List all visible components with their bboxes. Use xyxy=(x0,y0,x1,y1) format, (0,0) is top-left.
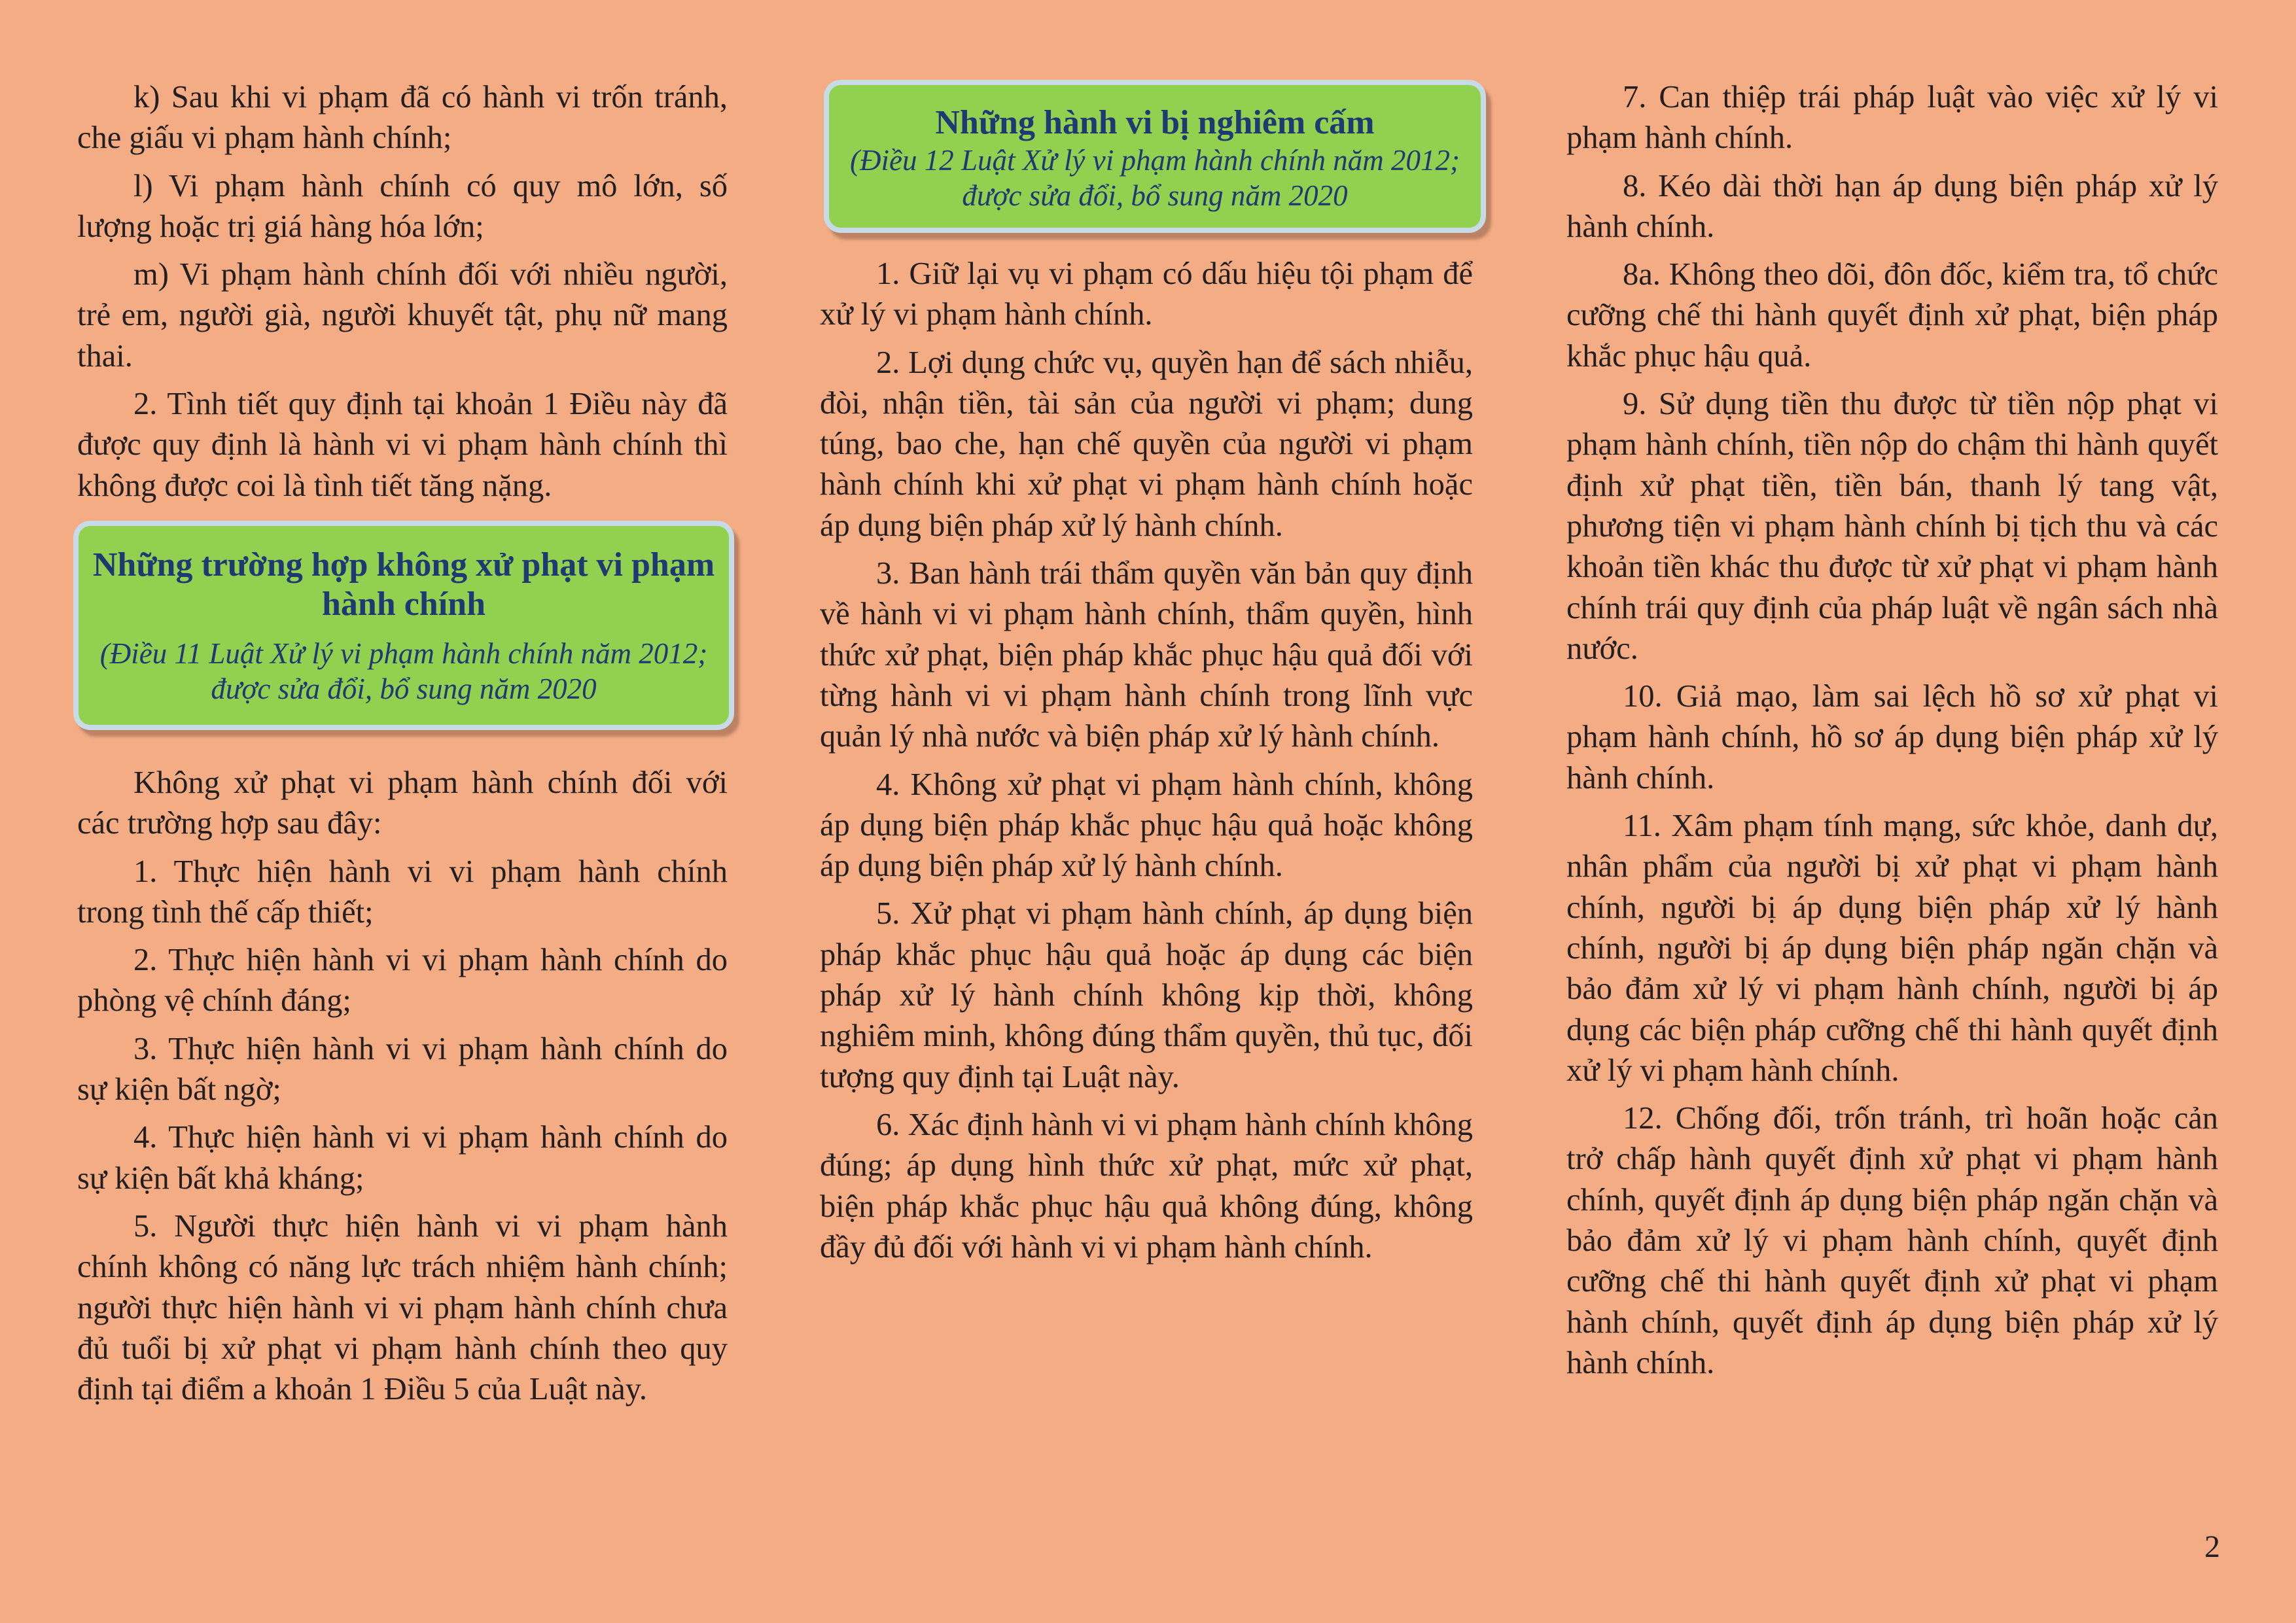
list-item: 2. Thực hiện hành vi vi phạm hành chính do phòng vệ chính đáng; xyxy=(77,943,728,1019)
list-item: 7. Can thiệp trái pháp luật vào việc xử lý vi phạm hành chính. xyxy=(1566,80,2218,156)
list-item: 6. Xác định hành vi vi phạm hành chính không đúng; áp dụng hình thức xử phạt, mức xử phạt, biện pháp khắc phục hậu quả không đúng, không đầy đủ đối với hành vi vi phạm hành chính. xyxy=(820,1107,1473,1265)
section-source: (Điều 11 Luật Xử lý vi phạm hành chính năm 2012; được sửa đổi, bổ sung năm 2020 xyxy=(99,637,708,705)
paragraph-clause-2: 2. Tình tiết quy định tại khoản 1 Điều này đã được quy định là hành vi vi phạm hành chính thì không được coi là tình tiết tăng nặng. xyxy=(77,387,728,503)
column-right xyxy=(1566,77,2218,1391)
paragraph-l: l) Vi phạm hành chính có quy mô lớn, số lượng hoặc trị giá hàng hóa lớn; xyxy=(77,168,728,244)
column-middle xyxy=(820,77,1473,1275)
list-item: 4. Không xử phạt vi phạm hành chính, không áp dụng biện pháp khắc phục hậu quả hoặc không áp dụng biện pháp xử lý hành chính. xyxy=(820,767,1473,884)
list-item: 8. Kéo dài thời hạn áp dụng biện pháp xử lý hành chính. xyxy=(1566,168,2218,244)
list-item: 10. Giả mạo, làm sai lệch hồ sơ xử phạt vi phạm hành chính, hồ sơ áp dụng biện pháp xử lý hành chính. xyxy=(1566,679,2218,795)
section-title: Những trường hợp không xử phạt vi phạm hành chính xyxy=(92,546,715,623)
list-item: 8a. Không theo dõi, đôn đốc, kiểm tra, tổ chức cưỡng chế thi hành quyết định xử phạt, biện pháp khắc phục hậu quả. xyxy=(1566,257,2218,374)
list-item: 5. Xử phạt vi phạm hành chính, áp dụng biện pháp khắc phục hậu quả hoặc áp dụng các biện pháp xử lý hành chính không kịp thời, không nghiêm minh, không đúng thẩm quyền, thủ tục, đối tượng quy định tại Luật này. xyxy=(820,896,1473,1094)
section-heading-no-penalty xyxy=(73,521,734,730)
list-item: 2. Lợi dụng chức vụ, quyền hạn để sách nhiễu, đòi, nhận tiền, tài sản của người vi phạm; dung túng, bao che, hạn chế quyền của người vi phạm hành chính khi xử phạt vi phạm hành chính hoặc áp dụng biện pháp xử lý hành chính. xyxy=(820,345,1473,543)
list-item: 11. Xâm phạm tính mạng, sức khỏe, danh dự, nhân phẩm của người bị xử phạt vi phạm hành chính, người bị áp dụng biện pháp xử lý hành chính, người bị áp dụng biện pháp ngăn chặn và bảo đảm xử lý vi phạm hành chính, người bị áp dụng các biện pháp cưỡng chế thi hành quyết định xử lý vi phạm hành chính. xyxy=(1566,809,2218,1088)
list-item: 4. Thực hiện hành vi vi phạm hành chính do sự kiện bất khả kháng; xyxy=(77,1120,728,1196)
paragraph-k: k) Sau khi vi phạm đã có hành vi trốn tránh, che giấu vi phạm hành chính; xyxy=(77,80,728,156)
column-left xyxy=(77,77,728,1417)
paragraph-intro: Không xử phạt vi phạm hành chính đối với các trường hợp sau đây: xyxy=(77,765,728,841)
list-item: 5. Người thực hiện hành vi vi phạm hành chính không có năng lực trách nhiệm hành chính; người thực hiện hành vi vi phạm hành chính chưa đủ tuổi bị xử phạt vi phạm hành chính theo quy định tại điểm a khoản 1 Điều 5 của Luật này. xyxy=(77,1208,728,1407)
section-title: Những hành vi bị nghiêm cấm xyxy=(935,104,1375,141)
list-item: 1. Thực hiện hành vi vi phạm hành chính trong tình thế cấp thiết; xyxy=(77,854,728,930)
page-number: 2 xyxy=(2204,1529,2220,1564)
list-item: 12. Chống đối, trốn tránh, trì hoãn hoặc cản trở chấp hành quyết định xử phạt vi phạm hành chính, quyết định áp dụng biện pháp ngăn chặn và bảo đảm xử lý vi phạm hành chính, quyết định cưỡng chế thi hành quyết định xử phạt vi phạm hành chính, quyết định áp dụng biện pháp xử lý hành chính. xyxy=(1566,1101,2218,1380)
list-item: 9. Sử dụng tiền thu được từ tiền nộp phạt vi phạm hành chính, tiền nộp do chậm thi hành quyết định xử phạt tiền, tiền bán, thanh lý tang vật, phương tiện vi phạm hành chính bị tịch thu và các khoản tiền khác thu được từ xử phạt vi phạm hành chính trái quy định của pháp luật về ngân sách nhà nước. xyxy=(1566,387,2218,666)
section-source: (Điều 12 Luật Xử lý vi phạm hành chính năm 2012; được sửa đổi, bổ sung năm 2020 xyxy=(850,144,1460,212)
paragraph-m: m) Vi phạm hành chính đối với nhiều người, trẻ em, người già, người khuyết tật, phụ nữ mang thai. xyxy=(77,257,728,374)
list-item: 3. Ban hành trái thẩm quyền văn bản quy định về hành vi vi phạm hành chính, thẩm quyền, hình thức xử phạt, biện pháp khắc phục hậu quả đối với từng hành vi vi phạm hành chính trong lĩnh vực quản lý nhà nước và biện pháp xử lý hành chính. xyxy=(820,556,1473,754)
list-item: 1. Giữ lại vụ vi phạm có dấu hiệu tội phạm để xử lý vi phạm hành chính. xyxy=(820,256,1473,332)
section-heading-prohibited-acts xyxy=(824,80,1486,233)
list-item: 3. Thực hiện hành vi vi phạm hành chính do sự kiện bất ngờ; xyxy=(77,1031,728,1108)
